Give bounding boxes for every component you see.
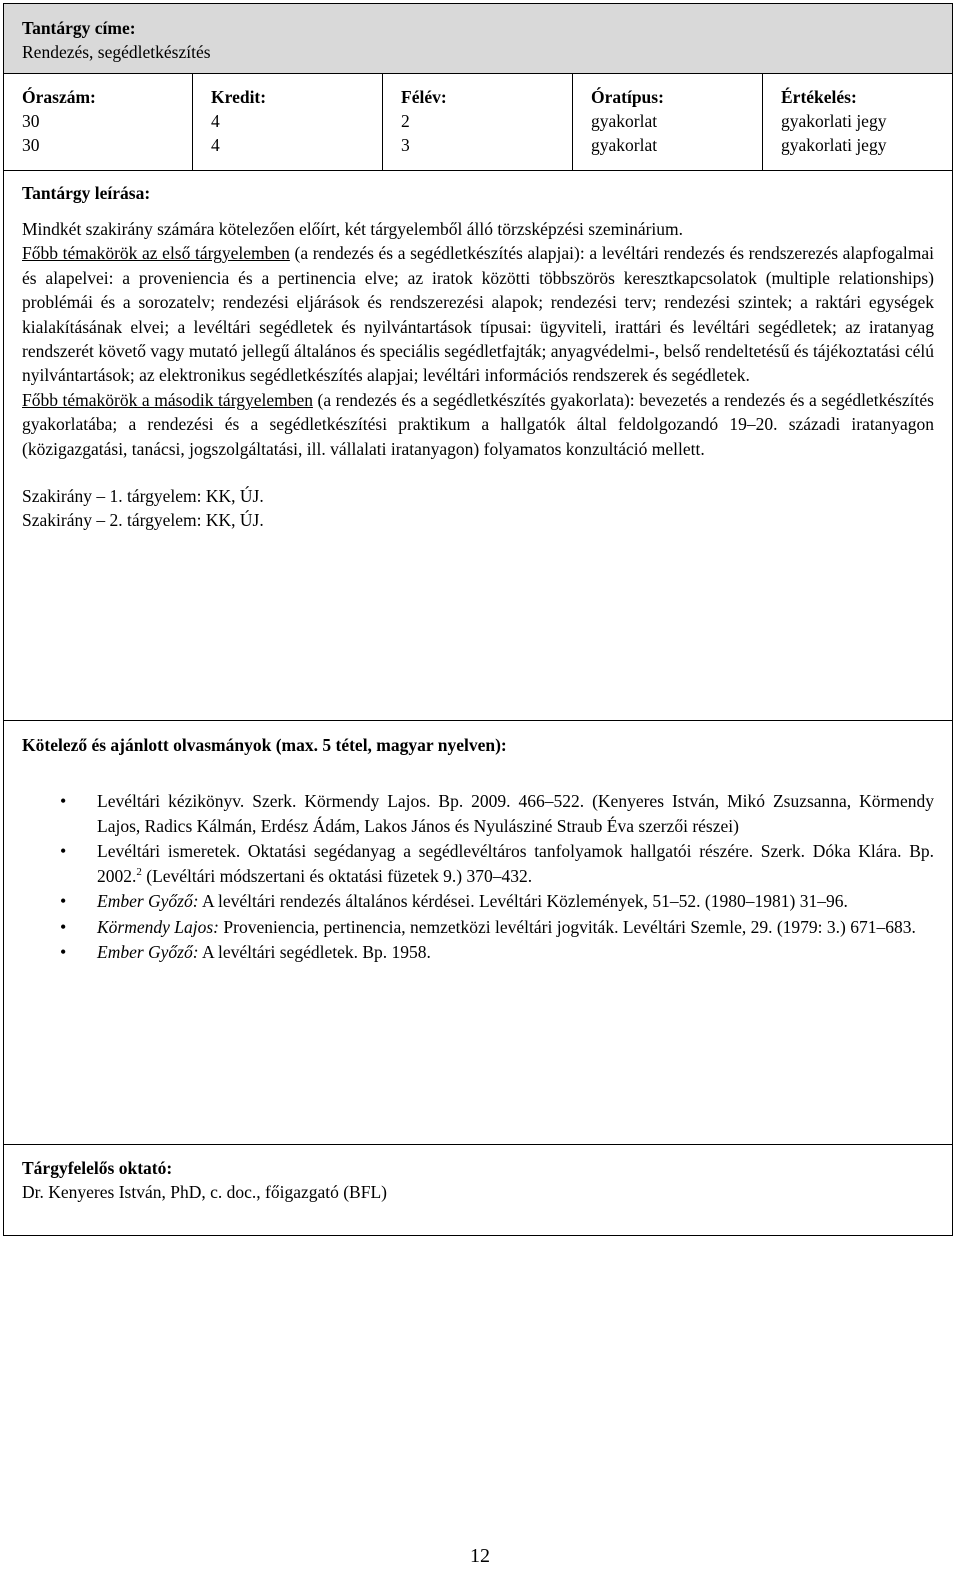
- specialization-line: Szakirány – 1. tárgyelem: KK, ÚJ.: [22, 486, 264, 507]
- reading-item: [22, 889, 934, 914]
- type-column: [573, 74, 763, 170]
- bullet-icon: •: [60, 791, 67, 811]
- description-intro: Mindkét szakirány számára kötelezően előírt, két tárgyelemből álló törzsképzési szeminárium.: [22, 219, 684, 239]
- reading-text: A levéltári rendezés általános kérdései. Levéltári Közlemények, 51–52. (1980–1981) 31–96.: [198, 891, 848, 911]
- readings-list: [22, 789, 934, 965]
- hours-value: 30: [22, 111, 40, 131]
- reading-text: Levéltári kézikönyv. Szerk. Körmendy Lajos. Bp. 2009. 466–522. (Kenyeres István, Mikó Zsuzsanna, Körmendy Lajos, Radics Kálmán, Erdész Ádám, Lakos János és Nyulásziné Straub Éva szerzői részei): [97, 791, 934, 836]
- semester-value: 2: [401, 111, 410, 131]
- reading-text: A levéltári segédletek. Bp. 1958.: [198, 942, 431, 962]
- specialization-list: [22, 484, 934, 532]
- bullet-icon: •: [60, 841, 67, 861]
- type-value: gyakorlat: [591, 135, 658, 155]
- bullet-icon: •: [60, 916, 67, 937]
- topic2-heading: Főbb témakörök a második tárgyelemben: [22, 389, 313, 410]
- info-section: [4, 74, 952, 171]
- semester-label: Félév:: [401, 87, 447, 107]
- readings-section: [4, 721, 952, 1145]
- topic2-text: (a rendezés és a segédletkészítés gyakorlata): bevezetés a rendezés és a segédletkészítés gyakorlatába; a rendezési és a segédletkészítési praktikum a hallgatók által feldolgozandó 19–20. századi iratanyagon (közigazgatási, tanácsi, jogszolgáltatási, ill. vállalati iratanyagon) folyamatos konzultáció mellett.: [22, 389, 934, 459]
- reading-item: [22, 789, 934, 838]
- course-title: Rendezés, segédletkészítés: [22, 42, 211, 62]
- readings-label: Kötelező és ajánlott olvasmányok (max. 5 tétel, magyar nyelven):: [22, 735, 507, 755]
- semester-column: [383, 74, 573, 170]
- hours-column: [4, 74, 193, 170]
- reading-superscript: 2: [136, 865, 142, 878]
- type-label: Óratípus:: [591, 87, 664, 107]
- responsible-name: Dr. Kenyeres István, PhD, c. doc., főigazgató (BFL): [22, 1182, 387, 1202]
- assessment-value: gyakorlati jegy: [781, 135, 887, 155]
- description-label: Tantárgy leírása:: [22, 183, 151, 203]
- assessment-value: gyakorlati jegy: [781, 111, 887, 131]
- hours-value: 30: [22, 135, 40, 155]
- hours-label: Óraszám:: [22, 87, 96, 107]
- reading-text: (Levéltári módszertani és oktatási füzetek 9.) 370–432.: [141, 865, 533, 886]
- title-section: [4, 4, 952, 74]
- reading-author: Ember Győző:: [97, 891, 199, 911]
- credit-label: Kredit:: [211, 87, 267, 107]
- reading-item: [22, 915, 934, 940]
- bullet-icon: •: [60, 942, 67, 962]
- description-section: [4, 171, 952, 721]
- topic1-heading: Főbb témakörök az első tárgyelemben: [22, 243, 290, 264]
- title-label: Tantárgy címe:: [22, 18, 136, 38]
- assessment-label: Értékelés:: [781, 87, 857, 107]
- type-value: gyakorlat: [591, 111, 658, 131]
- specialization-line: Szakirány – 2. tárgyelem: KK, ÚJ.: [22, 510, 264, 531]
- course-sheet: [3, 3, 953, 1236]
- responsible-label: Tárgyfelelős oktató:: [22, 1158, 173, 1178]
- assessment-column: [763, 74, 952, 170]
- reading-author: Ember Győző:: [97, 942, 199, 962]
- reading-item: [22, 839, 934, 888]
- bullet-icon: •: [60, 891, 67, 911]
- credit-value: 4: [211, 111, 220, 131]
- reading-item: [22, 940, 934, 965]
- page-number: 12: [470, 1545, 490, 1567]
- reading-author: Körmendy Lajos:: [97, 916, 220, 937]
- reading-text: Levéltári ismeretek. Oktatási segédanyag a segédlevéltáros tanfolyamok hallgatói részére. Szerk. Dóka Klára. Bp. 2002.: [97, 841, 934, 886]
- responsible-section: [4, 1145, 952, 1235]
- credit-column: [193, 74, 383, 170]
- credit-value: 4: [211, 135, 220, 155]
- description-text: [22, 217, 934, 461]
- reading-text: Proveniencia, pertinencia, nemzetközi levéltári jogviták. Levéltári Szemle, 29. (1979: 3.) 671–683.: [219, 916, 916, 937]
- topic1-text: (a rendezés és a segédletkészítés alapjai): a levéltári rendezés és rendszerezés alapfogalmai és alapelvei: a proveniencia és a pertinencia elve; az iratok közötti többszörös keresztkapcsolatok (multiple relationships) problémái és a sorozatelv; rendezési eljárások és rendszerezési alapok; rendezési terv; rendezési szintek; a raktári egységek kialakításának elvei; a levéltári segédletek és nyilvántartások típusai: ügyviteli, irattári és levéltári segédletek; az iratanyag rendszerét követő vagy mutató jellegű általános és speciális segédletfajták; anyagvédelmi-, belső rendeltetésű és tájékoztatási célú nyilvántartások; az elektronikus segédletkészítés alapjai; levéltári információs rendszerek és segédletek.: [22, 243, 934, 386]
- semester-value: 3: [401, 135, 410, 155]
